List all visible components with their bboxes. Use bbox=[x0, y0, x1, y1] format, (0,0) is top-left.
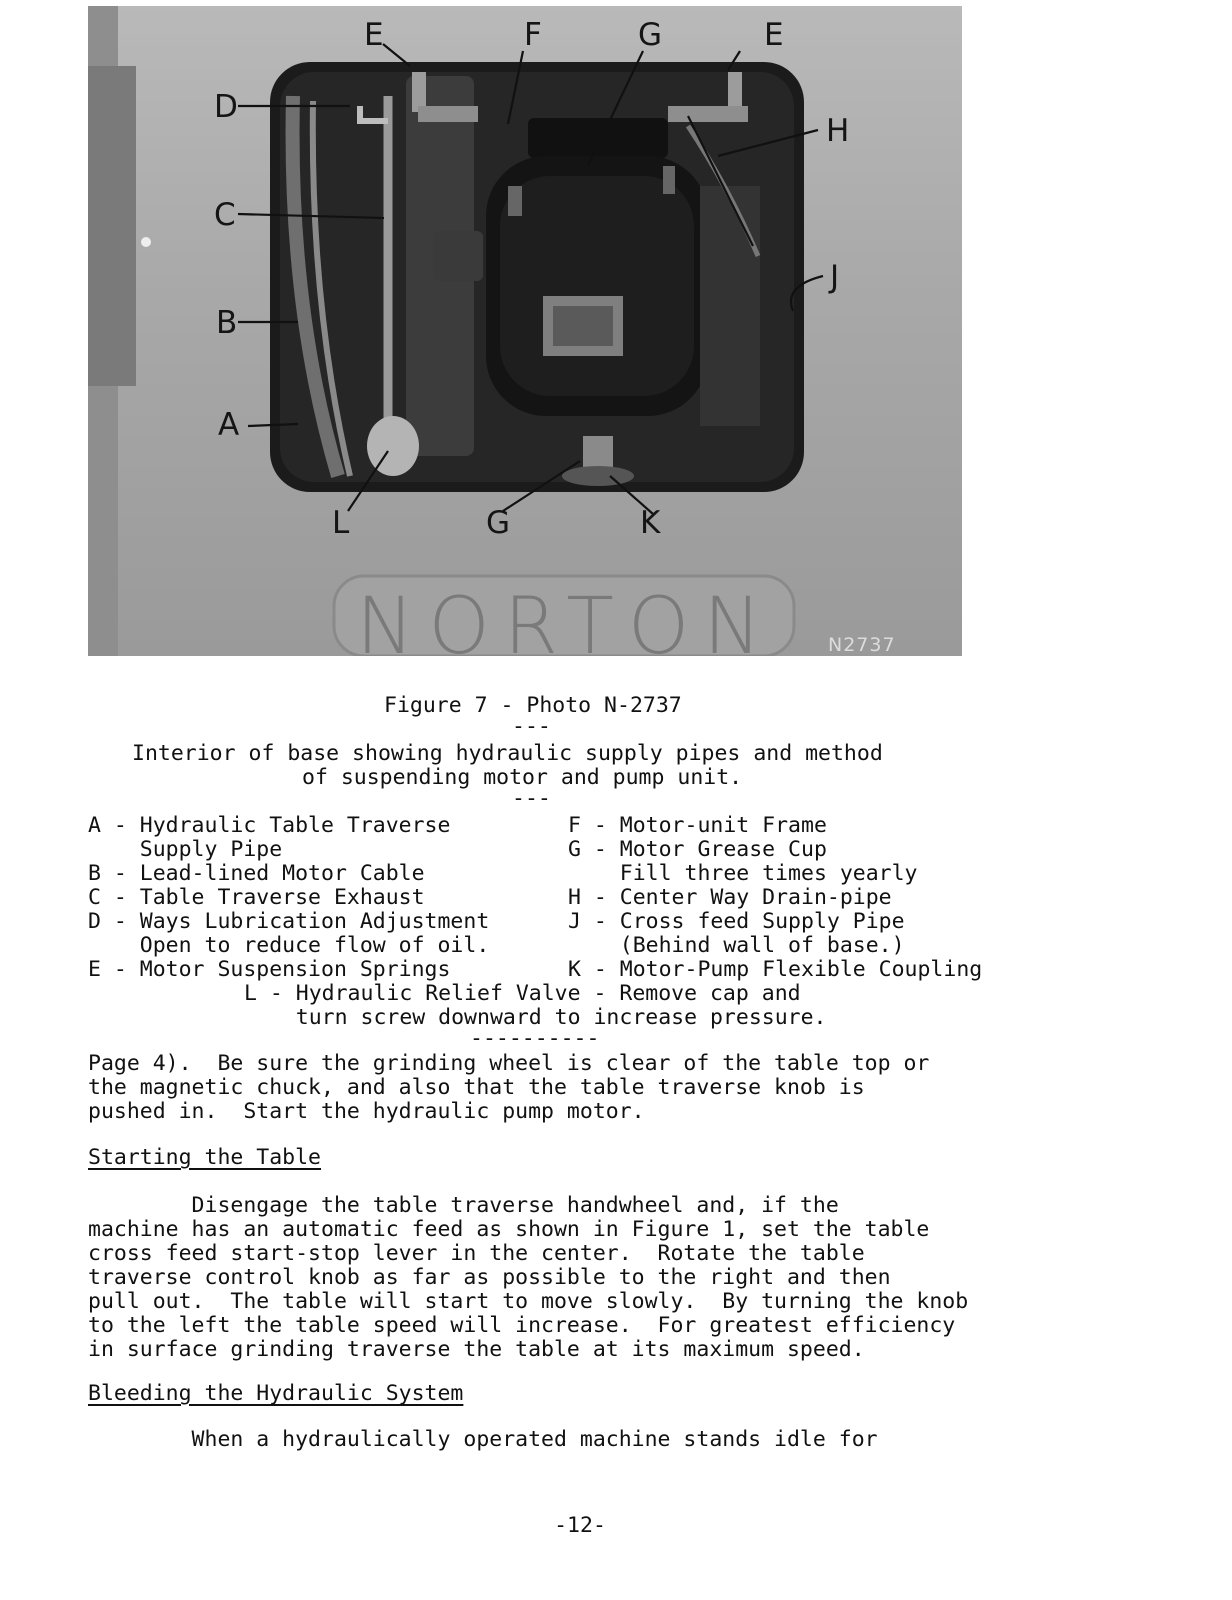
legend-item: J - Cross feed Supply Pipe bbox=[568, 909, 905, 934]
caption-separator: --- bbox=[512, 714, 551, 739]
legend-item: D - Ways Lubrication Adjustment bbox=[88, 909, 490, 934]
legend-item: G - Motor Grease Cup bbox=[568, 837, 827, 862]
legend-item: F - Motor-unit Frame bbox=[568, 813, 827, 838]
legend-item: E - Motor Suspension Springs bbox=[88, 957, 451, 982]
body-line: to the left the table speed will increase. For greatest efficiency bbox=[88, 1313, 956, 1338]
body-line: cross feed start-stop lever in the center. Rotate the table bbox=[88, 1241, 865, 1266]
label-a: A bbox=[218, 407, 240, 443]
figure-title: Figure 7 - Photo N-2737 bbox=[384, 693, 682, 718]
caption-line: Interior of base showing hydraulic supply pipes and method bbox=[132, 741, 883, 766]
label-e-left: E bbox=[364, 17, 384, 53]
body-line: Disengage the table traverse handwheel and, if the bbox=[88, 1193, 839, 1218]
body-line: pull out. The table will start to move slowly. By turning the knob bbox=[88, 1289, 969, 1314]
legend-item: Supply Pipe bbox=[88, 837, 283, 862]
label-h: H bbox=[826, 113, 850, 149]
legend-item: L - Hydraulic Relief Valve - Remove cap and bbox=[244, 981, 801, 1006]
label-j: J bbox=[830, 259, 840, 295]
label-g-bottom: G bbox=[486, 505, 511, 541]
label-f: F bbox=[524, 17, 542, 53]
caption-separator: ---------- bbox=[470, 1026, 600, 1051]
label-k: K bbox=[640, 505, 661, 541]
label-d: D bbox=[214, 89, 238, 125]
body-line: pushed in. Start the hydraulic pump motor. bbox=[88, 1099, 645, 1124]
body-line: the magnetic chuck, and also that the table traverse knob is bbox=[88, 1075, 865, 1100]
legend-item: B - Lead-lined Motor Cable bbox=[88, 861, 425, 886]
label-b: B bbox=[216, 305, 238, 341]
label-l: L bbox=[332, 505, 350, 541]
body-line: in surface grinding traverse the table at its maximum speed. bbox=[88, 1337, 865, 1362]
legend-item: A - Hydraulic Table Traverse bbox=[88, 813, 451, 838]
negative-number: N2737 bbox=[828, 634, 896, 656]
legend-item: Fill three times yearly bbox=[568, 861, 918, 886]
legend-item: H - Center Way Drain-pipe bbox=[568, 885, 892, 910]
legend-item: Open to reduce flow of oil. bbox=[88, 933, 490, 958]
section-heading: Starting the Table bbox=[88, 1145, 321, 1170]
body-line: When a hydraulically operated machine stands idle for bbox=[88, 1427, 878, 1452]
legend-item: (Behind wall of base.) bbox=[568, 933, 905, 958]
label-c: C bbox=[214, 197, 236, 233]
caption-line: of suspending motor and pump unit. bbox=[302, 765, 743, 790]
legend-item: C - Table Traverse Exhaust bbox=[88, 885, 425, 910]
section-heading: Bleeding the Hydraulic System bbox=[88, 1381, 464, 1406]
caption-separator: --- bbox=[512, 786, 551, 811]
body-line: machine has an automatic feed as shown in Figure 1, set the table bbox=[88, 1217, 930, 1242]
legend-item: K - Motor-Pump Flexible Coupling bbox=[568, 957, 983, 982]
label-e-right: E bbox=[764, 17, 784, 53]
page-number: -12- bbox=[554, 1513, 606, 1538]
body-line: Page 4). Be sure the grinding wheel is clear of the table top or bbox=[88, 1051, 930, 1076]
brand-nameplate: NORTON bbox=[356, 582, 776, 656]
body-line: traverse control knob as far as possible to the right and then bbox=[88, 1265, 891, 1290]
label-g-top: G bbox=[638, 17, 663, 53]
legend-item: turn screw downward to increase pressure. bbox=[244, 1005, 827, 1030]
figure-7-photo bbox=[88, 6, 962, 656]
